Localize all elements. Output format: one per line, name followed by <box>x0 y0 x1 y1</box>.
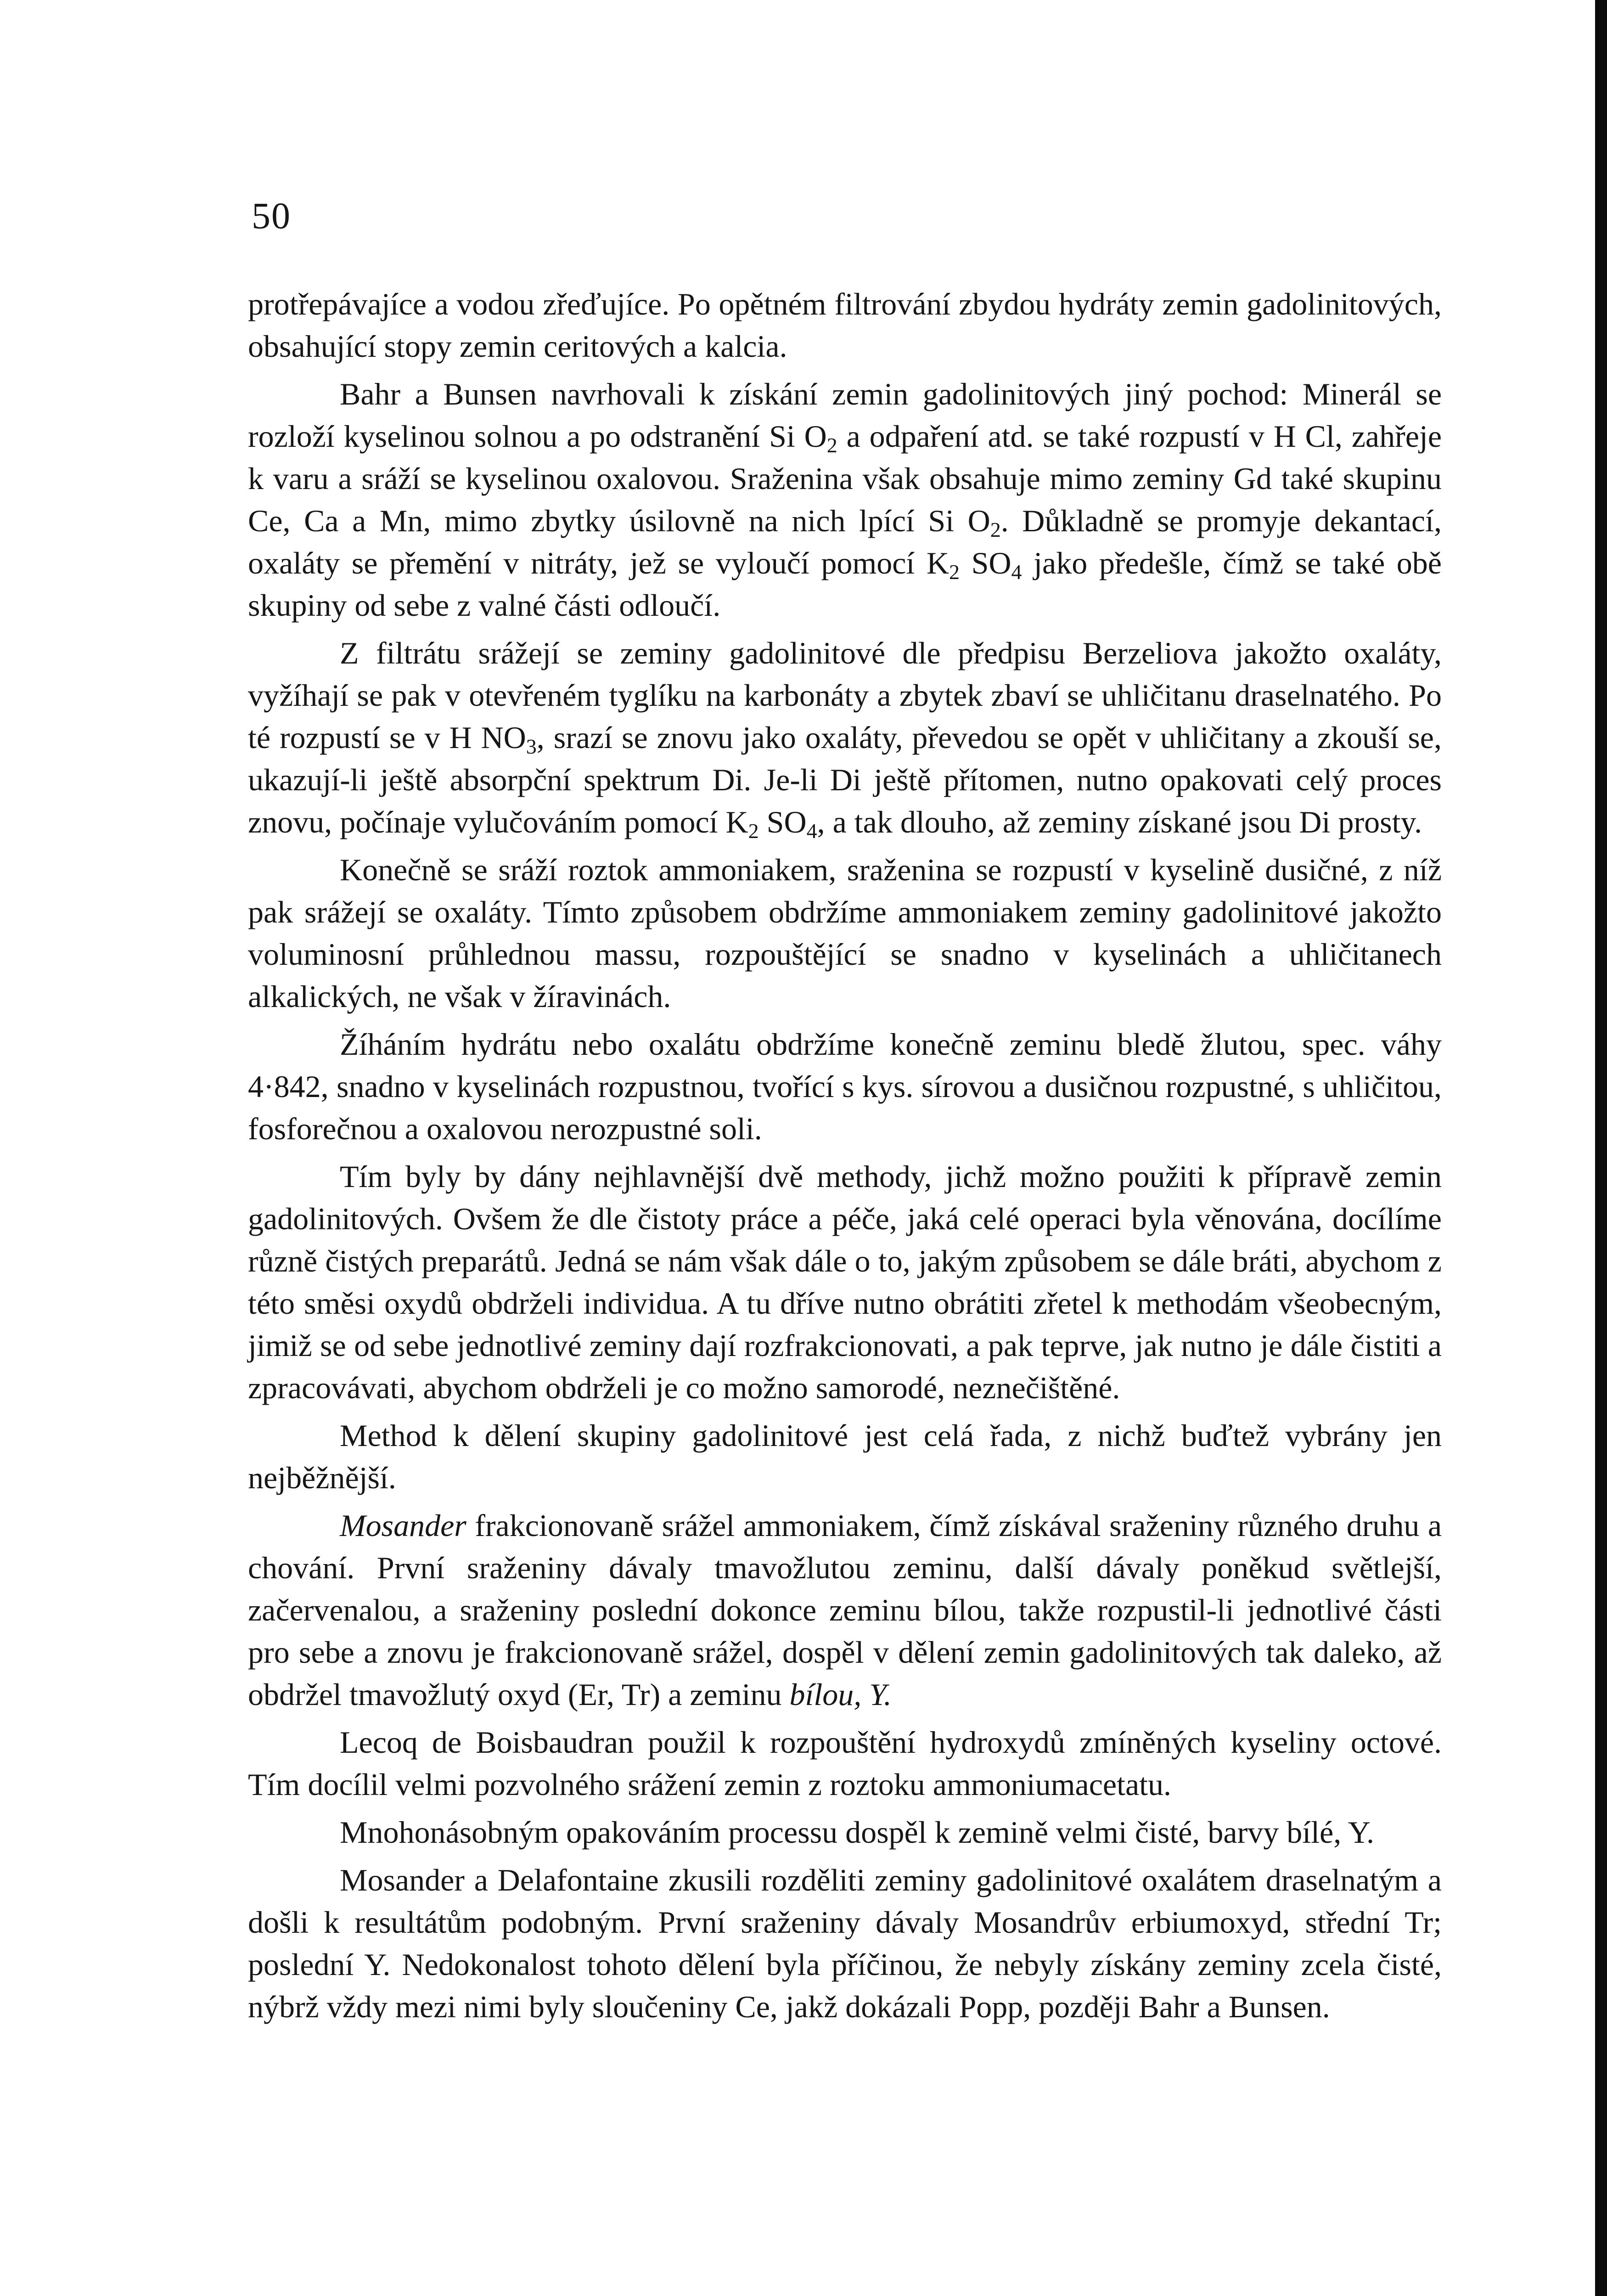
scan-edge <box>1595 0 1607 2296</box>
subscript: 3 <box>526 735 537 758</box>
paragraph <box>248 373 1442 626</box>
text-run: SO <box>960 546 1011 580</box>
subscript: 4 <box>1011 560 1022 584</box>
text-run: Konečně se sráží roztok ammoniakem, sraženina se rozpustí v kyselině dusičné, z níž pak srážejí se oxaláty. Tímto způsobem obdržíme ammoniakem zeminy gadolinitové jakožto voluminosní průhlednou massu, rozpouštějící se snadno v kyselinách a uhličitanech alkalických, ne však v žíravinách. <box>248 852 1442 1014</box>
text-run: SO <box>759 805 807 839</box>
paragraph <box>248 1155 1442 1409</box>
paragraph <box>248 1023 1442 1150</box>
subscript: 2 <box>748 819 759 843</box>
paragraph <box>248 1859 1442 2028</box>
paragraph <box>248 849 1442 1018</box>
italic-text: Mosander <box>340 1508 466 1543</box>
text-run: Mosander a Delafontaine zkusili rozděliti zeminy gadolinitové oxalátem draselnatým a došli k resultátům podobným. První sraženiny dávaly Mosandrův erbiumoxyd, střední Tr; poslední Y. Nedokonalost tohoto dělení byla příčinou, že nebyly získány zeminy zcela čisté, nýbrž vždy mezi nimi byly sloučeniny Ce, jakž dokázali Popp, později Bahr a Bunsen. <box>248 1863 1442 2024</box>
subscript: 2 <box>826 433 837 457</box>
text-run: Mnohonásobným opakováním processu dospěl k zemině velmi čisté, barvy bílé, Y. <box>340 1815 1375 1850</box>
text-run: jako předešle, čímž se také obě skupiny od sebe z valné části odloučí. <box>248 546 1442 623</box>
subscript: 4 <box>806 819 817 843</box>
text-run: Bahr a Bunsen navrhovali k získání zemin gadolinitových jiný pochod: Minerál se rozloží kyselinou solnou a po odstranění Si O <box>248 377 1442 454</box>
paragraph <box>248 1504 1442 1716</box>
text-run: Lecoq de Boisbaudran použil k rozpouštění hydroxydů zmíněných kyseliny octové. Tím docílil velmi pozvolného srážení zemin z roztoku ammoniumacetatu. <box>248 1725 1442 1802</box>
subscript: 2 <box>949 560 960 584</box>
text-run: . Důkladně se promyje dekantací, oxaláty se přemění v nitráty, jež se vyloučí pomocí K <box>248 503 1442 580</box>
page-number: 50 <box>252 195 291 236</box>
text-run: protřepávajíce a vodou zřeďujíce. Po opětném filtrování zbydou hydráty zemin gadolinitových, obsahující stopy zemin ceritových a kalcia. <box>248 287 1442 364</box>
italic-text: bílou, Y. <box>789 1677 892 1712</box>
text-run: Method k dělení skupiny gadolinitové jest celá řada, z nichž buďtež vybrány jen nejběžnější. <box>248 1418 1442 1495</box>
text-run: frakcionovaně srážel ammoniakem, čímž získával sraženiny různého druhu a chování. První sraženiny dávaly tmavožlutou zeminu, další dávaly poněkud světlejší, začervenalou, a sraženiny poslední dokonce zeminu bílou, takže rozpustil-li jednotlivé části pro sebe a znovu je frakcionovaně srážel, dospěl v dělení zemin gadolinitových tak daleko, až obdržel tmavožlutý oxyd (Er, Tr) a zeminu <box>248 1508 1442 1712</box>
paragraph <box>248 283 1442 367</box>
paragraph <box>248 632 1442 843</box>
text-run: Žíháním hydrátu nebo oxalátu obdržíme konečně zeminu bledě žlutou, spec. váhy 4·842, snadno v kyselinách rozpustnou, tvořící s kys. sírovou a dusičnou rozpustné, s uhličitou, fosforečnou a oxalovou nerozpustné soli. <box>248 1027 1442 1146</box>
paragraph <box>248 1414 1442 1499</box>
paragraph <box>248 1811 1442 1853</box>
text-run: , a tak dlouho, až zeminy získané jsou Di prosty. <box>817 805 1422 839</box>
text-run: Z filtrátu srážejí se zeminy gadolinitové dle předpisu Berzeliova jakožto oxaláty, vyžíhají se pak v otevřeném tyglíku na karbonáty a zbytek zbaví se uhličitanu draselnatého. Po té rozpustí se v H NO <box>248 636 1442 755</box>
paragraph <box>248 1721 1442 1806</box>
text-run: Tím byly by dány nejhlavnější dvě methody, jichž možno použiti k přípravě zemin gadolinitových. Ovšem že dle čistoty práce a péče, jaká celé operaci byla věnována, docílíme různě čistých preparátů. Jedná se nám však dále o to, jakým způsobem se dále bráti, abychom z této směsi oxydů obdrželi individua. A tu dříve nutno obrátiti zřetel k methodám všeobecným, jimiž se od sebe jednotlivé zeminy dají rozfrakcionovati, a pak teprve, jak nutno je dále čistiti a zpracovávati, abychom obdrželi je co možno samorodé, neznečištěné. <box>248 1159 1442 1405</box>
body-text <box>248 283 1442 2033</box>
text-run: , srazí se znovu jako oxaláty, převedou se opět v uhličitany a zkouší se, ukazují-li ještě absorpční spektrum Di. Je-li Di ještě přítomen, nutno opakovati celý proces znovu, počínaje vylučováním pomocí K <box>248 720 1442 839</box>
text-run: a odpaření atd. se také rozpustí v H Cl, zahřeje k varu a sráží se kyselinou oxalovou. Sraženina však obsahuje mimo zeminy Gd také skupinu Ce, Ca a Mn, mimo zbytky úsilovně na nich lpící Si O <box>248 419 1442 538</box>
subscript: 2 <box>990 518 1001 541</box>
